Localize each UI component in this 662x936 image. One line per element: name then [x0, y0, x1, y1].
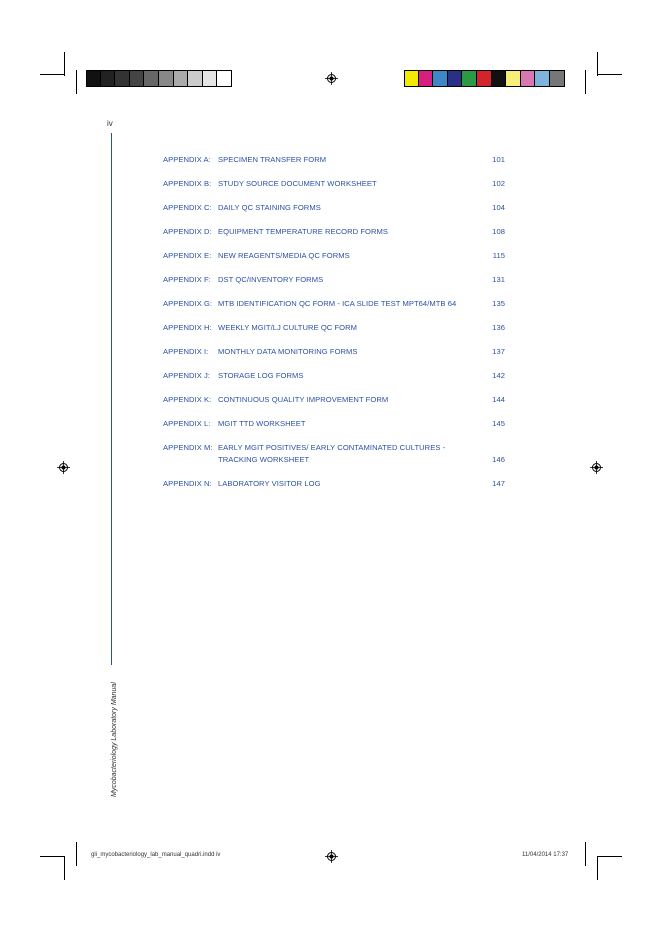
process-color-bar	[404, 70, 565, 87]
toc-entry-page: 115	[492, 251, 505, 260]
color-swatch	[203, 70, 218, 87]
toc-entry-title: DST QC/INVENTORY FORMS	[218, 275, 324, 284]
toc-entry-label: APPENDIX A:	[163, 155, 211, 164]
crop-mark	[40, 74, 64, 75]
crop-mark	[598, 74, 622, 75]
toc-entry-page: 102	[492, 179, 505, 188]
crop-mark	[76, 70, 77, 94]
toc-entry-page: 131	[492, 275, 505, 284]
toc-entry-page: 146	[492, 455, 505, 464]
color-swatch	[462, 70, 477, 87]
toc-entry-page: 136	[492, 323, 505, 332]
toc-entry[interactable]	[163, 478, 509, 490]
color-swatch	[217, 70, 232, 87]
margin-rule	[111, 133, 112, 665]
toc-entry-page: 145	[492, 419, 505, 428]
color-swatch	[448, 70, 463, 87]
toc-entry-title: WEEKLY MGIT/LJ CULTURE QC FORM	[218, 323, 358, 332]
toc-entry-page: 142	[492, 371, 505, 380]
toc-entry-label: APPENDIX J:	[163, 371, 210, 380]
crop-mark	[64, 52, 65, 76]
color-swatch	[159, 70, 174, 87]
crop-mark	[585, 70, 586, 94]
page-number: iv	[107, 119, 113, 128]
table-of-contents	[163, 154, 509, 502]
color-swatch	[535, 70, 550, 87]
crop-mark	[597, 856, 598, 880]
crop-mark	[598, 856, 622, 857]
toc-entry-title: NEW REAGENTS/MEDIA QC FORMS	[218, 251, 350, 260]
toc-entry-label: APPENDIX G:	[163, 299, 213, 308]
toc-entry-title: EQUIPMENT TEMPERATURE RECORD FORMS	[218, 227, 389, 236]
color-swatch	[144, 70, 159, 87]
toc-entry-label: APPENDIX I:	[163, 347, 209, 356]
toc-entry-label: APPENDIX E:	[163, 251, 212, 260]
color-swatch	[506, 70, 521, 87]
toc-entry[interactable]	[163, 370, 509, 382]
toc-entry-title: SPECIMEN TRANSFER FORM	[218, 155, 327, 164]
toc-entry-title: EARLY MGIT POSITIVES/ EARLY CONTAMINATED CULTURES - TRACKING WORKSHEET	[218, 443, 446, 464]
toc-entry-page: 108	[492, 227, 505, 236]
toc-entry[interactable]	[163, 178, 509, 190]
running-title: Mycobacteriology Laboratory Manual	[111, 682, 118, 797]
toc-entry-title: CONTINUOUS QUALITY IMPROVEMENT FORM	[218, 395, 389, 404]
toc-entry-title: MTB IDENTIFICATION QC FORM - ICA SLIDE TEST MPT64/MTB 64	[218, 299, 457, 308]
toc-entry[interactable]	[163, 154, 509, 166]
crop-mark	[64, 856, 65, 880]
slug-filename: gli_mycobacteriology_lab_manual_quadri.indd iv	[91, 852, 221, 858]
toc-entry-label: APPENDIX D:	[163, 227, 212, 236]
color-swatch	[419, 70, 434, 87]
toc-entry-title: DAILY QC STAINING FORMS	[218, 203, 321, 212]
toc-entry-label: APPENDIX L:	[163, 419, 211, 428]
toc-entry[interactable]	[163, 298, 509, 310]
toc-entry[interactable]	[163, 442, 509, 466]
toc-entry[interactable]	[163, 394, 509, 406]
toc-entry-label: APPENDIX B:	[163, 179, 212, 188]
crop-mark	[597, 52, 598, 76]
toc-entry-title: MGIT TTD WORKSHEET	[218, 419, 306, 428]
toc-entry[interactable]	[163, 274, 509, 286]
registration-mark-icon	[325, 850, 338, 863]
toc-entry[interactable]	[163, 346, 509, 358]
crop-mark	[76, 842, 77, 866]
registration-mark-icon	[590, 461, 603, 474]
color-swatch	[477, 70, 492, 87]
slug-datetime: 11/04/2014 17:37	[522, 852, 569, 858]
color-swatch	[550, 70, 565, 87]
toc-entry-page: 104	[492, 203, 505, 212]
color-swatch	[115, 70, 130, 87]
color-swatch	[521, 70, 536, 87]
toc-entry[interactable]	[163, 202, 509, 214]
toc-entry-page: 135	[492, 299, 505, 308]
toc-entry[interactable]	[163, 418, 509, 430]
color-swatch	[433, 70, 448, 87]
toc-entry[interactable]	[163, 322, 509, 334]
toc-entry-page: 147	[492, 479, 505, 488]
toc-entry-label: APPENDIX N:	[163, 479, 212, 488]
toc-entry[interactable]	[163, 226, 509, 238]
crop-mark	[585, 842, 586, 866]
registration-mark-icon	[325, 72, 338, 85]
toc-entry-page: 137	[492, 347, 505, 356]
color-swatch	[404, 70, 419, 87]
toc-entry-label: APPENDIX C:	[163, 203, 212, 212]
toc-entry-label: APPENDIX F:	[163, 275, 211, 284]
toc-entry-label: APPENDIX H:	[163, 323, 212, 332]
toc-entry-label: APPENDIX K:	[163, 395, 212, 404]
toc-entry-page: 144	[492, 395, 505, 404]
color-swatch	[86, 70, 101, 87]
toc-entry-title: LABORATORY VISITOR LOG	[218, 479, 321, 488]
color-swatch	[101, 70, 116, 87]
toc-entry-label: APPENDIX M:	[163, 443, 213, 452]
toc-entry-title: MONTHLY DATA MONITORING FORMS	[218, 347, 358, 356]
toc-entry[interactable]	[163, 250, 509, 262]
toc-entry-page: 101	[492, 155, 505, 164]
registration-mark-icon	[57, 461, 70, 474]
color-swatch	[492, 70, 507, 87]
color-swatch	[130, 70, 145, 87]
toc-entry-title: STUDY SOURCE DOCUMENT WORKSHEET	[218, 179, 377, 188]
color-swatch	[174, 70, 189, 87]
crop-mark	[40, 856, 64, 857]
grayscale-color-bar	[86, 70, 232, 87]
color-swatch	[188, 70, 203, 87]
toc-entry-title: STORAGE LOG FORMS	[218, 371, 304, 380]
